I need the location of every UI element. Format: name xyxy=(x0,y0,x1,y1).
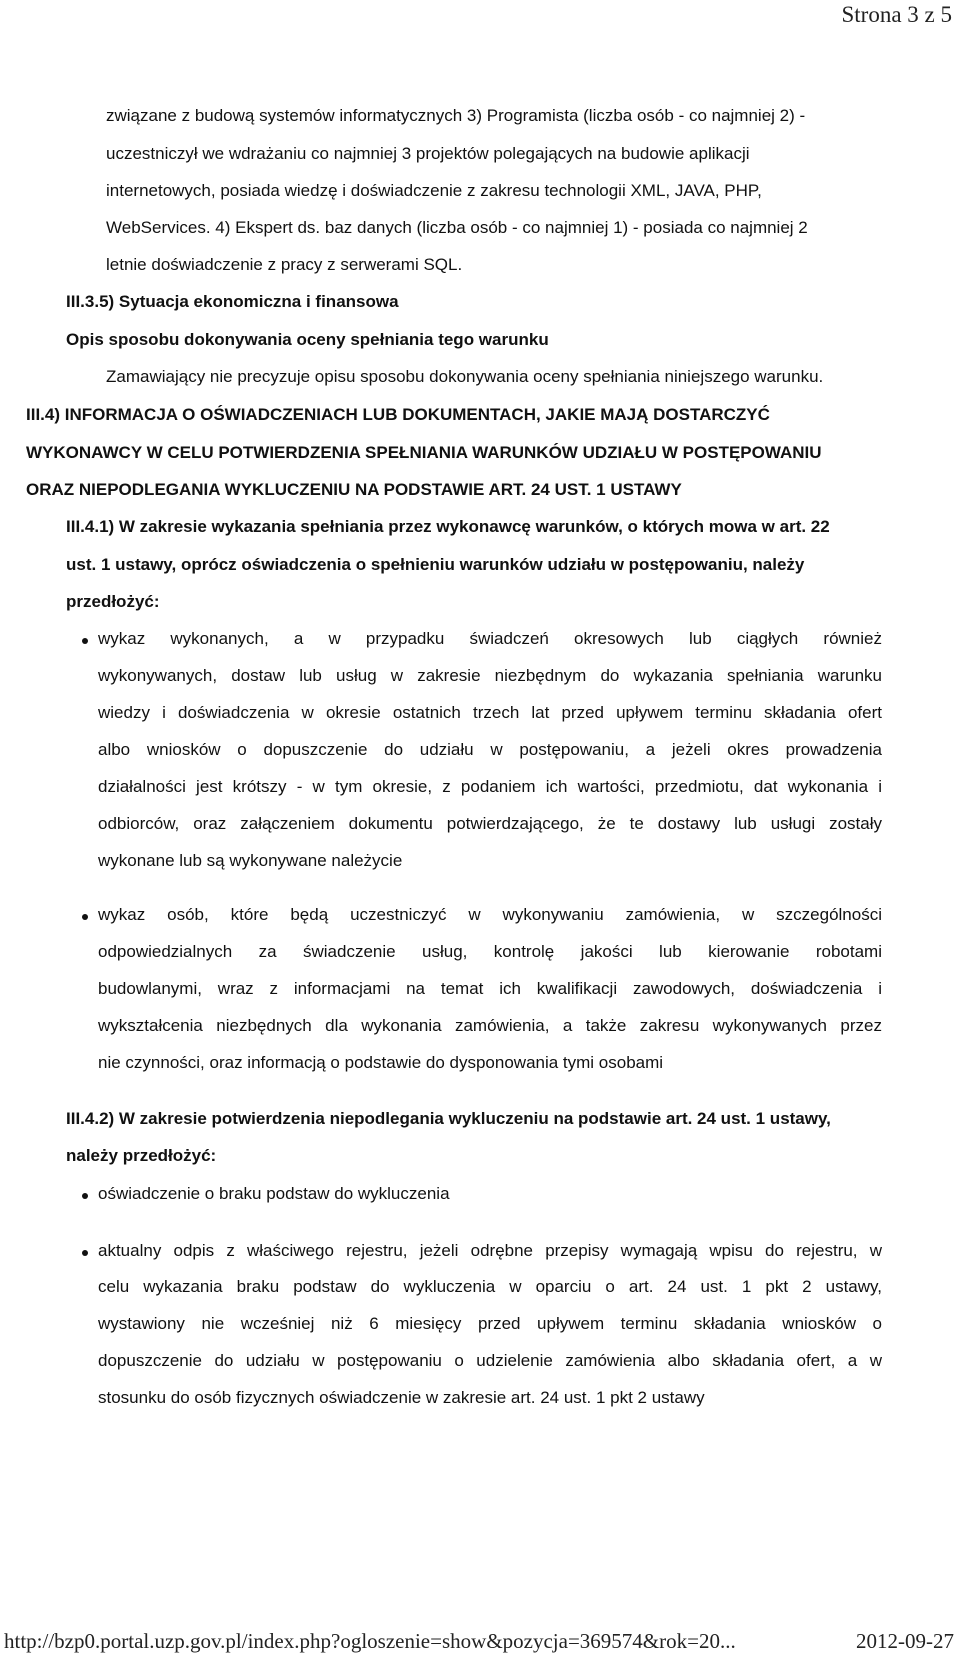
list-item-line: wykonywanych, dostaw lub usług w zakresie niezbędnym do wykazania spełniania warunku xyxy=(98,666,882,685)
list-item-line: wykaz osób, które będą uczestniczyć w wykonywaniu zamówienia, w szczególności xyxy=(98,905,882,924)
footer-url: http://bzp0.portal.uzp.gov.pl/index.php?ogloszenie=show&pozycja=369574&rok=20... xyxy=(4,1629,736,1653)
list-item-line: oświadczenie o braku podstaw do wykluczenia xyxy=(98,1184,450,1203)
intro-line: uczestniczył we wdrażaniu co najmniej 3 projektów polegających na budowie aplikacji xyxy=(106,144,750,163)
list-item-line: wystawiony nie wcześniej niż 6 miesięcy przed upływem terminu składania wniosków o xyxy=(98,1314,882,1333)
bullet-icon xyxy=(82,1250,88,1256)
section-text: Zamawiający nie precyzuje opisu sposobu dokonywania oceny spełniania niniejszego warunku. xyxy=(106,367,824,386)
intro-line: internetowych, posiada wiedzę i doświadczenie z zakresu technologii XML, JAVA, PHP, xyxy=(106,181,762,200)
list-item-line: budowlanymi, wraz z informacjami na temat ich kwalifikacji zawodowych, doświadczenia i xyxy=(98,979,882,998)
list-item-line: nie czynności, oraz informacją o podstawie do dysponowania tymi osobami xyxy=(98,1053,664,1072)
list-item-line: aktualny odpis z właściwego rejestru, jeżeli odrębne przepisy wymagają wpisu do rejestru, w xyxy=(98,1241,882,1260)
list-item-line: wiedzy i doświadczenia w okresie ostatnich trzech lat przed upływem terminu składania ofert xyxy=(98,703,882,722)
list-item-line: wykonane lub są wykonywane należycie xyxy=(98,851,403,870)
section-heading: III.4.1) W zakresie wykazania spełniania przez wykonawcę warunków, o których mowa w art. 22 xyxy=(66,517,830,536)
list-item-line: stosunku do osób fizycznych oświadczenie w zakresie art. 24 ust. 1 pkt 2 ustawy xyxy=(98,1388,705,1407)
list-item-line: odbiorców, oraz załączeniem dokumentu potwierdzającego, że te dostawy lub usługi zostały xyxy=(98,814,882,833)
list-item-line: dopuszczenie do udziału w postępowaniu o udzielenie zamówienia albo składania ofert, a w xyxy=(98,1351,882,1370)
section-heading: ORAZ NIEPODLEGANIA WYKLUCZENIU NA PODSTAWIE ART. 24 UST. 1 USTAWY xyxy=(26,480,682,499)
section-heading: III.3.5) Sytuacja ekonomiczna i finansowa xyxy=(66,292,399,311)
section-heading: należy przedłożyć: xyxy=(66,1146,217,1165)
list-item-line: działalności jest krótszy - w tym okresie, z podaniem ich wartości, przedmiotu, dat wykonania i xyxy=(98,777,882,796)
list-item-line: odpowiedzialnych za świadczenie usług, kontrolę jakości lub kierowanie robotami xyxy=(98,942,882,961)
intro-line: letnie doświadczenie z pracy z serwerami SQL. xyxy=(106,255,463,274)
list-item-line: celu wykazania braku podstaw do wykluczenia w oparciu o art. 24 ust. 1 pkt 2 ustawy, xyxy=(98,1277,882,1296)
section-heading: przedłożyć: xyxy=(66,592,160,611)
section-heading: III.4) INFORMACJA O OŚWIADCZENIACH LUB DOKUMENTACH, JAKIE MAJĄ DOSTARCZYĆ xyxy=(26,405,770,424)
bullet-icon xyxy=(82,1193,88,1199)
footer-date: 2012-09-27 xyxy=(856,1629,954,1653)
list-item-line: wykształcenia niezbędnych dla wykonania zamówienia, a także zakresu wykonywanych przez xyxy=(98,1016,882,1035)
page-footer xyxy=(0,1627,960,1654)
list-item-line: wykaz wykonanych, a w przypadku świadczeń okresowych lub ciągłych również xyxy=(98,629,882,648)
bullet-icon xyxy=(82,914,88,920)
section-subheading: Opis sposobu dokonywania oceny spełniania tego warunku xyxy=(66,330,549,349)
section-heading: ust. 1 ustawy, oprócz oświadczenia o spełnieniu warunków udziału w postępowaniu, należy xyxy=(66,555,805,574)
section-heading: III.4.2) W zakresie potwierdzenia niepodlegania wykluczeniu na podstawie art. 24 ust. 1 ustawy, xyxy=(66,1109,831,1128)
section-heading: WYKONAWCY W CELU POTWIERDZENIA SPEŁNIANIA WARUNKÓW UDZIAŁU W POSTĘPOWANIU xyxy=(26,443,822,462)
intro-line: związane z budową systemów informatycznych 3) Programista (liczba osób - co najmniej 2) - xyxy=(106,106,806,125)
list-item-line: albo wniosków o dopuszczenie do udziału w postępowaniu, a jeżeli okres prowadzenia xyxy=(98,740,882,759)
intro-line: WebServices. 4) Ekspert ds. baz danych (liczba osób - co najmniej 1) - posiada co najmniej 2 xyxy=(106,218,808,237)
bullet-icon xyxy=(82,638,88,644)
page-number-header: Strona 3 z 5 xyxy=(841,2,952,27)
